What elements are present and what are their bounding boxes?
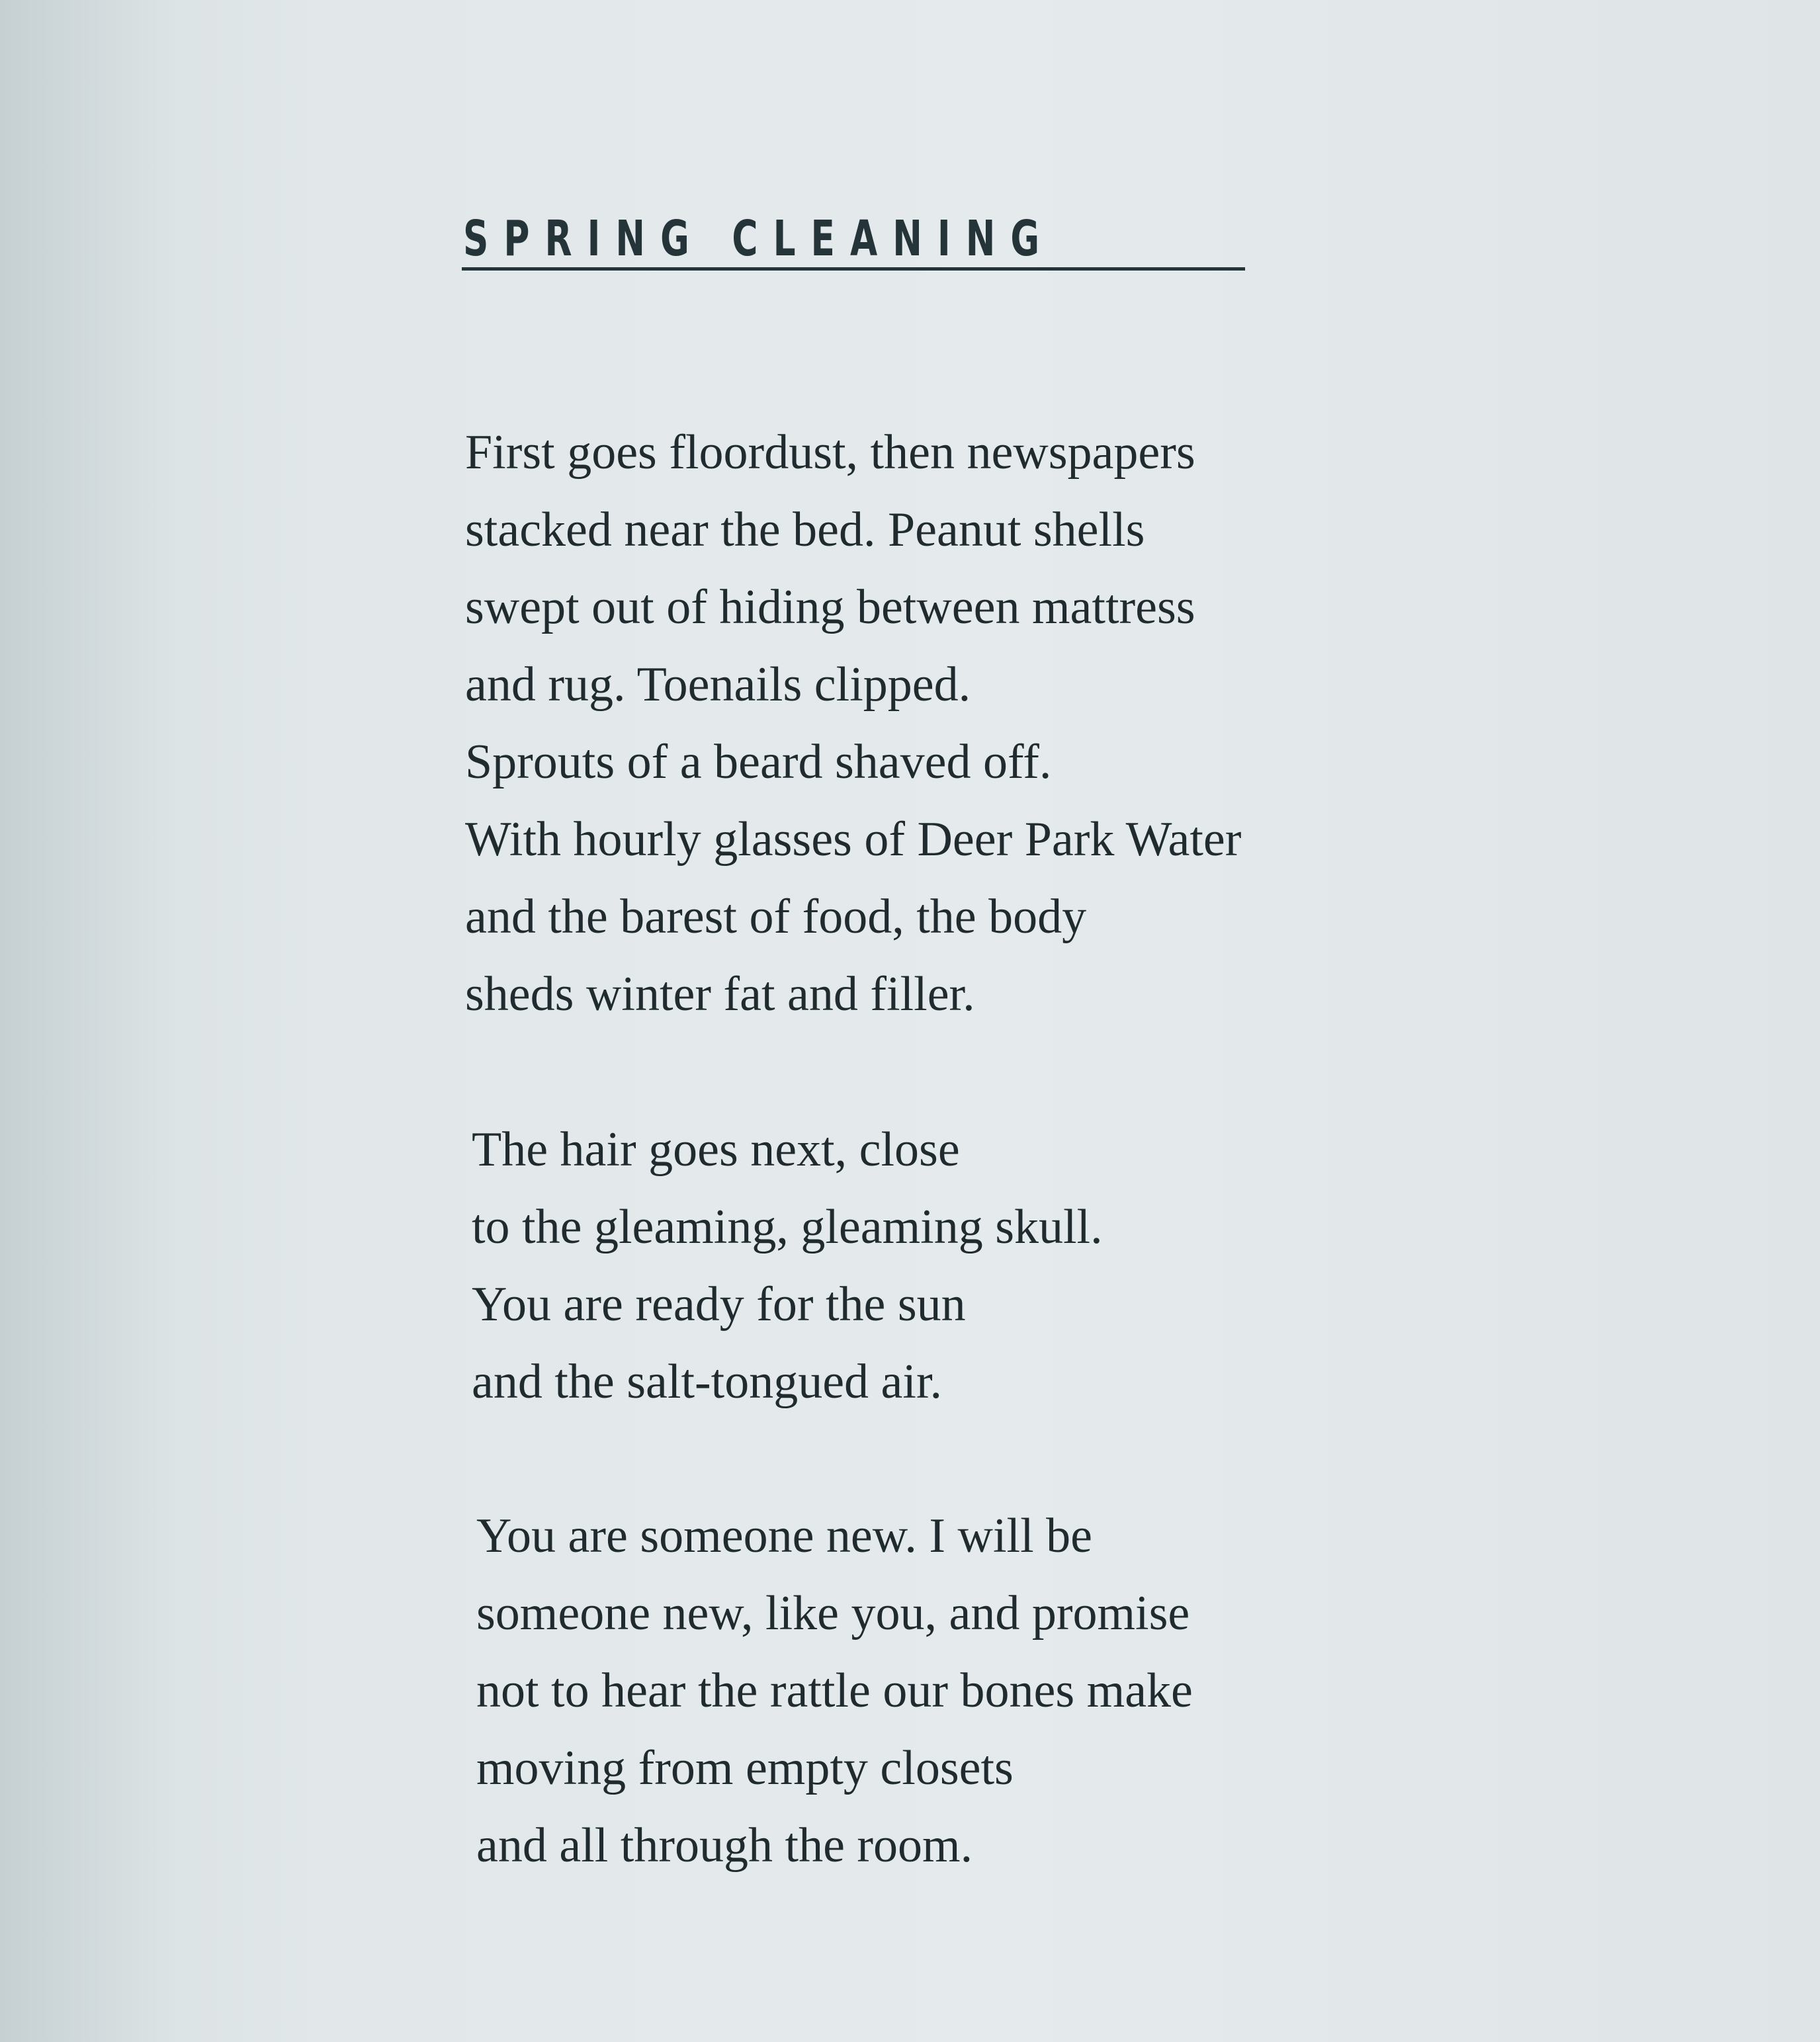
poem-line: swept out of hiding between mattress [465,580,1195,634]
poem-line: First goes floordust, then newspapers [465,425,1195,480]
poem-line: and the salt-tongued air. [472,1355,943,1409]
poem-line: Sprouts of a beard shaved off. [465,735,1052,789]
poem-line: not to hear the rattle our bones make [476,1664,1193,1718]
poem-line: sheds winter fat and filler. [465,967,975,1021]
poem-line: You are ready for the sun [472,1277,966,1332]
poem-title: SPRING CLEANING [463,210,1055,267]
poem-line: and rug. Toenails clipped. [465,658,971,712]
title-underline [462,267,1245,271]
page-gutter-shadow [0,0,172,2042]
poem-line: With hourly glasses of Deer Park Water [465,812,1242,867]
poem-line: The hair goes next, close [472,1123,960,1177]
stanza-3 [476,1498,1193,1885]
poem-line: You are someone new. I will be [476,1509,1092,1563]
stanza-1 [465,414,1241,1033]
poem-line: stacked near the bed. Peanut shells [465,503,1145,557]
poem-line: moving from empty closets [476,1741,1014,1795]
poem-line: and the barest of food, the body [465,890,1087,944]
poem-line: to the gleaming, gleaming skull. [472,1200,1103,1254]
poem-line: and all through the room. [476,1818,973,1873]
poem-line: someone new, like you, and promise [476,1586,1190,1640]
stanza-2 [472,1111,1103,1421]
